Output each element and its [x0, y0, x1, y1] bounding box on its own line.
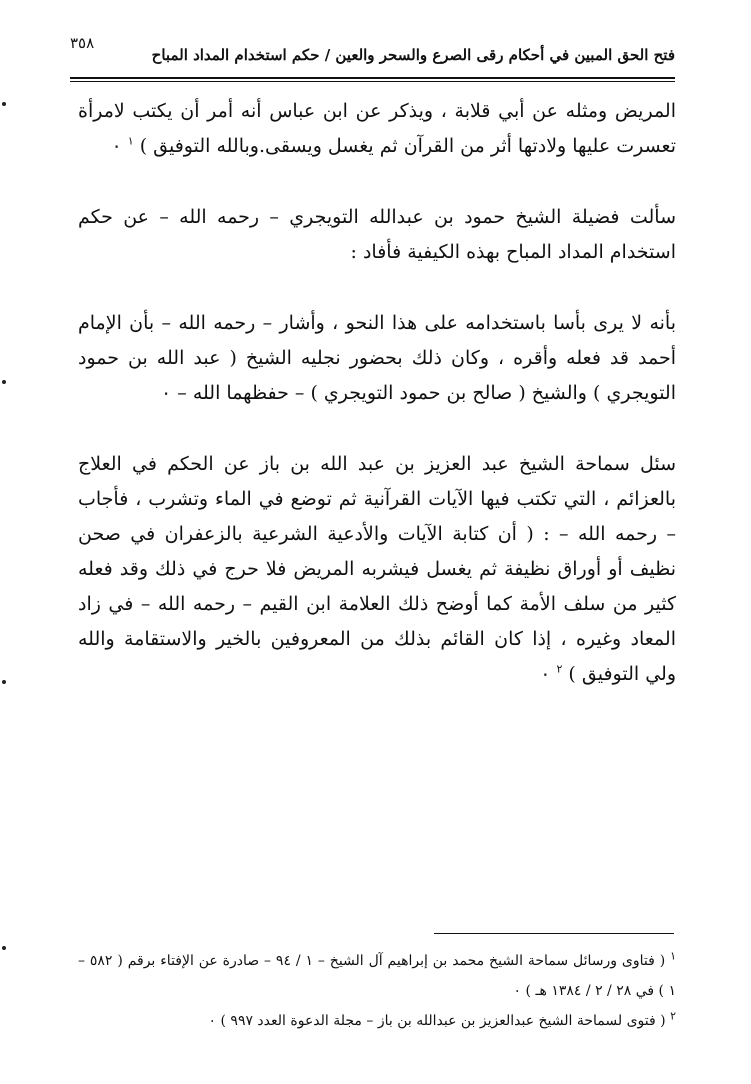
footnote-ref-2: ٢ — [556, 662, 563, 676]
footnote-2-text: ( فتوى لسماحة الشيخ عبدالعزيز بن عبدالله بن باز – مجلة الدعوة العدد ٩٩٧ ) ٠ — [208, 1013, 666, 1029]
paragraph-3: بأنه لا يرى بأسا باستخدامه على هذا النحو ، وأشار – رحمه الله – بأن الإمام أحمد قد فعله وأقره ، وكان ذلك بحضور نجليه الشيخ ( عبد الله بن حمود التويجري ) والشيخ ( صالح بن حمود التويجري ) – حفظهما الله – ٠ — [78, 312, 676, 404]
paragraph-1-end: ٠ — [111, 135, 122, 157]
scan-margin-dot — [2, 680, 6, 684]
running-title: فتح الحق المبين في أحكام رقى الصرع والسحر والعين / حكم استخدام المداد المباح — [151, 46, 675, 64]
footnotes — [78, 946, 676, 1036]
page-number: ٣٥٨ — [70, 34, 95, 52]
footnote-1 — [78, 946, 676, 1006]
scan-margin-dot — [2, 102, 6, 106]
paragraph-4 — [78, 447, 676, 692]
footnote-ref-1: ١ — [127, 134, 134, 148]
footnote-2-number: ٢ — [670, 1009, 676, 1023]
paragraph-1 — [78, 94, 676, 164]
paragraph-4-text: سئل سماحة الشيخ عبد العزيز بن عبد الله بن باز عن الحكم في العلاج بالعزائم ، التي تكتب فيها الآيات القرآنية ثم توضع في الماء وتشرب ، فأجاب – رحمه الله – : ( أن كتابة الآيات والأدعية الشرعية بالزعفران في صحن نظيف أو أوراق نظيفة ثم يغسل فيشربه المريض فلا حرج في ذلك وقد فعله كثير من سلف الأمة كما أوضح ذلك العلامة ابن القيم – رحمه الله – في زاد المعاد وغيره ، إذا كان القائم بذلك من المعروفين بالخير والاستقامة والله ولي التوفيق ) — [78, 453, 676, 685]
header-rule — [70, 77, 675, 82]
scan-margin-dot — [2, 380, 6, 384]
footnote-2 — [78, 1006, 676, 1036]
main-text — [78, 94, 676, 692]
footnote-1-number: ١ — [670, 949, 676, 963]
footnote-rule — [434, 933, 674, 934]
footnote-1-text: ( فتاوى ورسائل سماحة الشيخ محمد بن إبراهيم آل الشيخ – ١ / ٩٤ – صادرة عن الإفتاء برقم ( ٥٨٢ – ١ ) في ٢٨ / ٢ / ١٣٨٤ هـ ) ٠ — [78, 953, 676, 999]
paragraph-1-text: المريض ومثله عن أبي قلابة ، ويذكر عن ابن عباس أنه أمر أن يكتب لامرأة تعسرت عليها ولادتها أثر من القرآن ثم يغسل ويسقى.وبالله التوفيق ) — [78, 100, 676, 157]
scan-margin-dot — [2, 946, 6, 950]
paragraph-4-end: ٠ — [540, 663, 551, 685]
paragraph-2: سألت فضيلة الشيخ حمود بن عبدالله التويجري – رحمه الله – عن حكم استخدام المداد المباح بهذه الكيفية فأفاد : — [78, 206, 676, 263]
page-header — [70, 34, 675, 74]
